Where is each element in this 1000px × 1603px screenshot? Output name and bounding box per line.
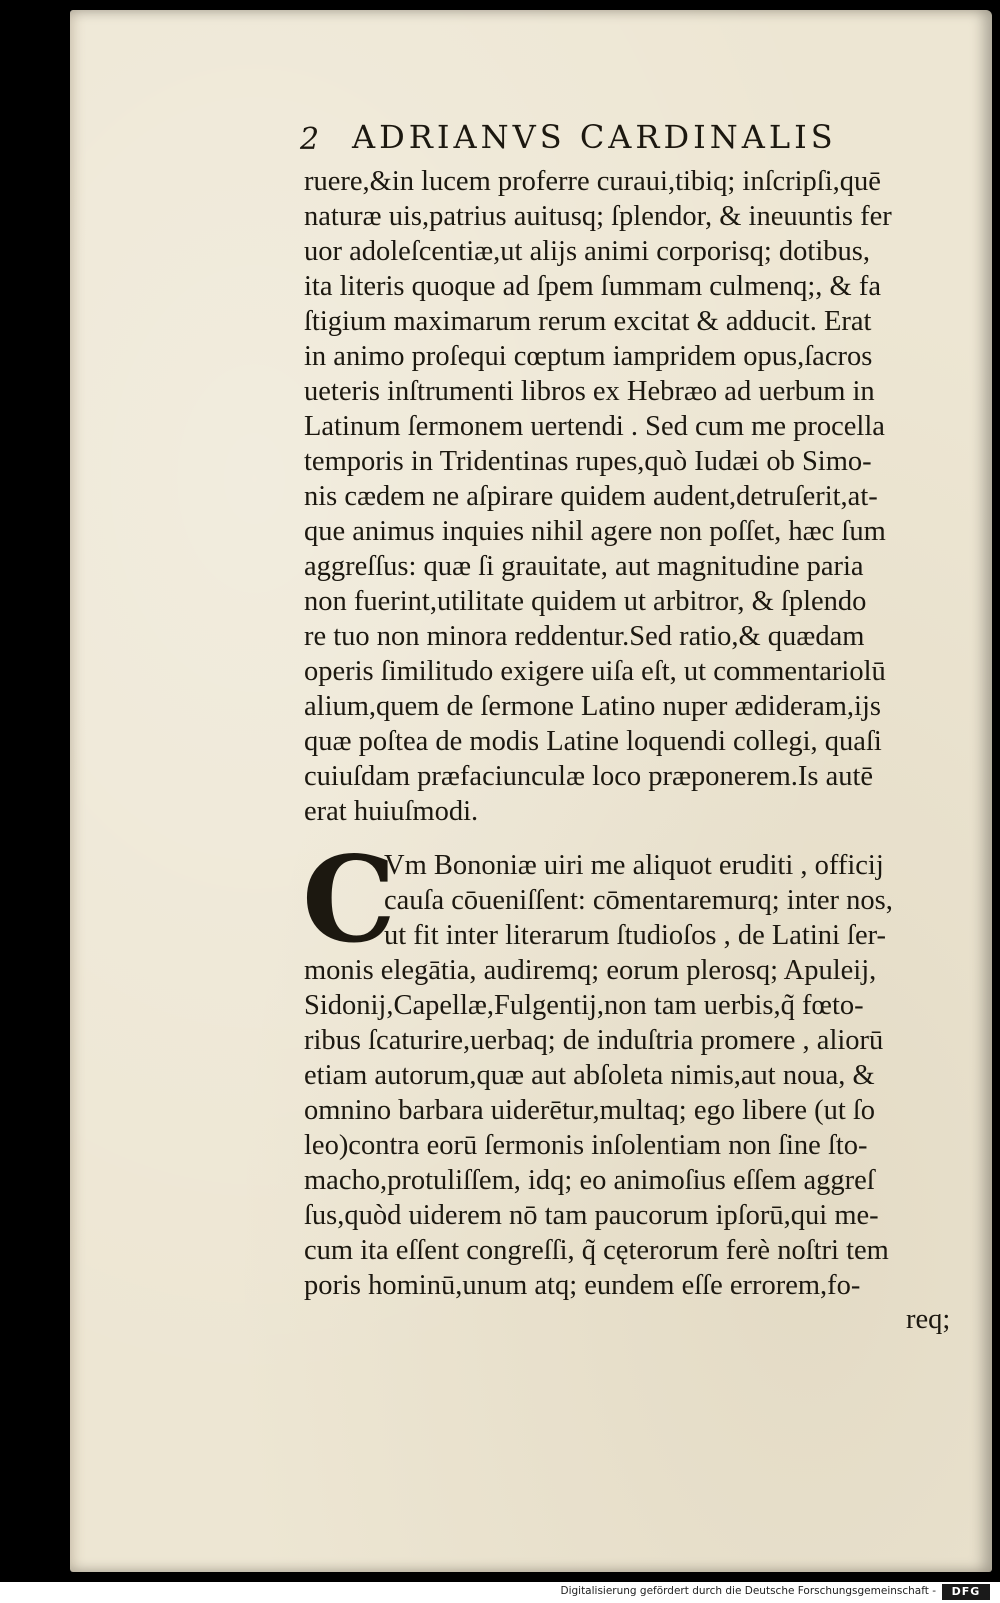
- running-head: ADRIANVS CARDINALIS: [352, 118, 837, 156]
- text-line: omnino barbara uiderētur,multaq; ego libere (ut ſo: [304, 1095, 876, 1126]
- text-line: ut fit inter literarum ſtudioſos , de Latini ſer-: [384, 920, 887, 951]
- dfg-logo: DFG: [942, 1584, 990, 1600]
- text-line: uor adoleſcentiæ,ut alijs animi corporisq; dotibus,: [304, 236, 870, 267]
- digitization-footer: [0, 1582, 1000, 1603]
- drop-cap-initial: C: [302, 830, 396, 969]
- text-line: ſus,quòd uiderem nō tam paucorum ipſorū,qui me-: [304, 1200, 879, 1231]
- text-line: Sidonij,Capellæ,Fulgentij,non tam uerbis,q̃ fœto-: [304, 990, 864, 1021]
- funding-credit: Digitalisierung gefördert durch die Deutsche Forschungsgemeinschaft -: [560, 1585, 936, 1597]
- text-line: Vm Bononiæ uiri me aliquot eruditi , officij: [384, 850, 884, 881]
- page-number: 2: [300, 122, 320, 157]
- text-line: operis ſimilitudo exigere uiſa eſt, ut commentariolū: [304, 656, 886, 687]
- text-line: cauſa cōueniſſent: cōmentaremurq; inter nos,: [384, 885, 893, 916]
- text-line: Latinum ſermonem uertendi . Sed cum me procella: [304, 411, 885, 442]
- text-line: cum ita eſſent congreſſi, q̃ cęterorum ferè noſtri tem: [304, 1235, 889, 1266]
- text-line: aggreſſus: quæ ſi grauitate, aut magnitudine paria: [304, 551, 864, 582]
- text-line: temporis in Tridentinas rupes,quò Iudæi ob Simo-: [304, 446, 872, 477]
- text-line: non fuerint,utilitate quidem ut arbitror, & ſplendo: [304, 586, 867, 617]
- text-line: ribus ſcaturire,uerbaq; de induſtria promere , aliorū: [304, 1025, 884, 1056]
- text-line: macho,protuliſſem, idq; eo animoſius eſſem aggreſ: [304, 1165, 875, 1196]
- page-header: [300, 118, 940, 164]
- text-line: poris hominū,unum atq; eundem eſſe errorem,fo-: [304, 1270, 861, 1301]
- text-line: etiam autorum,quæ aut abſoleta nimis,aut noua, &: [304, 1060, 875, 1091]
- text-line: cuiuſdam præfaciunculæ loco præponerem.Is autē: [304, 761, 874, 792]
- text-line: que animus inquies nihil agere non poſſet, hæc ſum: [304, 516, 886, 547]
- paragraph-1: [304, 164, 974, 829]
- text-line: naturæ uis,patrius auitusq; ſplendor, & ineuuntis fer: [304, 201, 892, 232]
- text-line: in animo proſequi cœptum iampridem opus,ſacros: [304, 341, 873, 372]
- text-line: monis elegātia, audiremq; eorum plerosq; Apuleij,: [304, 955, 877, 986]
- text-line: ruere,&in lucem proferre curaui,tibiq; inſcripſi,quē: [304, 166, 881, 197]
- catchword: req;: [906, 1304, 951, 1335]
- text-line: quæ poſtea de modis Latine loquendi collegi, quaſi: [304, 726, 882, 757]
- text-line: ita literis quoque ad ſpem ſummam culmenq;, & fa: [304, 271, 881, 302]
- paragraph-2: [302, 830, 974, 1303]
- text-line: ſtigium maximarum rerum excitat & adducit. Erat: [304, 306, 872, 337]
- text-line: erat huiuſmodi.: [304, 796, 479, 827]
- text-line: alium,quem de ſermone Latino nuper ædideram,ijs: [304, 691, 881, 722]
- text-line: re tuo non minora reddentur.Sed ratio,& quædam: [304, 621, 865, 652]
- text-line: ueteris inſtrumenti libros ex Hebræo ad uerbum in: [304, 376, 875, 407]
- text-line: nis cædem ne aſpirare quidem audent,detruſerit,at-: [304, 481, 878, 512]
- text-line: leo)contra eorū ſermonis inſolentiam non ſine ſto-: [304, 1130, 868, 1161]
